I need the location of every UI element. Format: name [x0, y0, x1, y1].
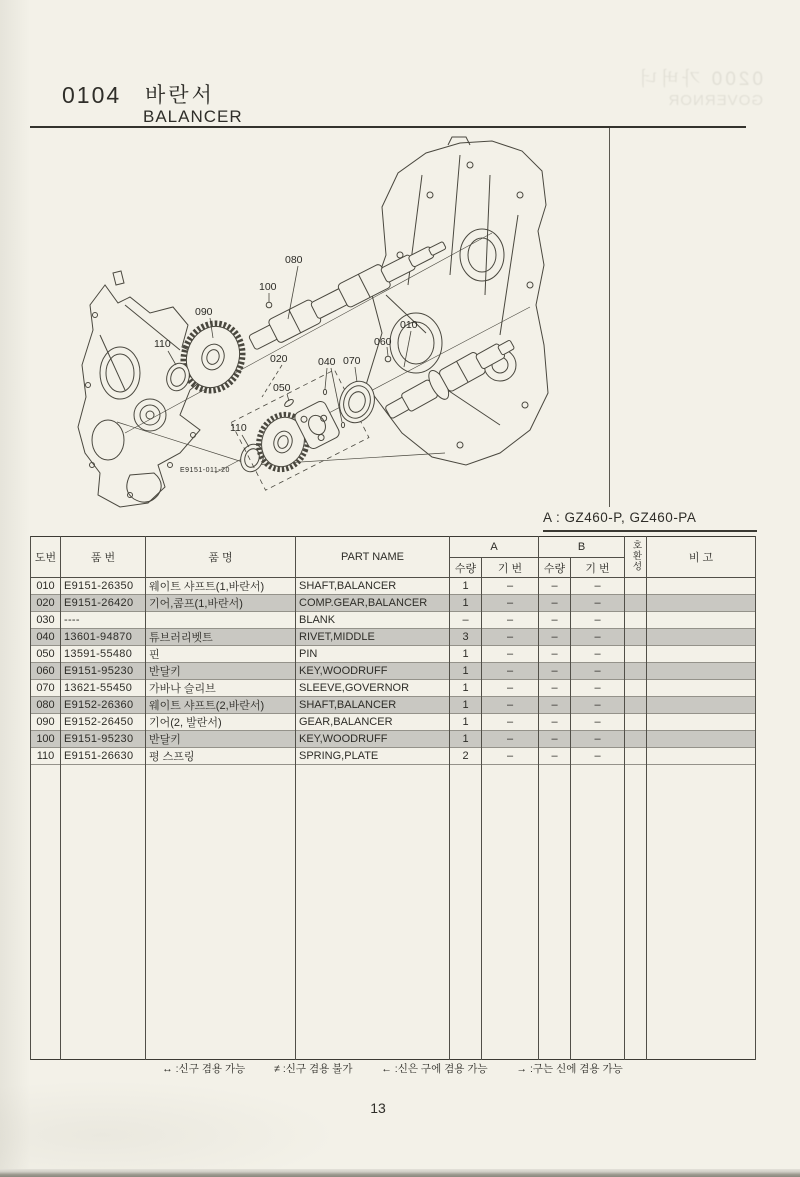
- table-empty-area: [31, 765, 756, 1060]
- callout-050: 050: [273, 382, 291, 394]
- col-header-qty-b: 수량: [539, 558, 571, 578]
- table-row: 050 13591-55480 핀 PIN 1 – – –: [31, 646, 756, 663]
- model-applicability-note: A : GZ460-P, GZ460-PA: [543, 510, 697, 525]
- table-row: 020 E9151-26420 기어,콤프(1,바란서) COMP.GEAR,BALANCER 1 – – –: [31, 595, 756, 612]
- page-number: 13: [370, 1100, 386, 1116]
- bleedthrough-text: 0200 가버너 GOVERNOR: [636, 69, 763, 109]
- table-row: 100 E9151-95230 반달키 KEY,WOODRUFF 1 – – –: [31, 731, 756, 748]
- callout-110-upper: 110: [154, 338, 171, 350]
- table-row: 010 E9151-26350 웨이트 샤프트(1,바란서) SHAFT,BALANCER 1 – – –: [31, 578, 756, 595]
- col-group-a: A: [450, 537, 539, 558]
- callout-110-lower: 110: [230, 422, 247, 434]
- rivet-040b: [341, 422, 344, 427]
- header-rule: [30, 126, 746, 128]
- col-header-serial-b: 기 번: [571, 558, 625, 578]
- scan-shading-bottom: [0, 1080, 340, 1172]
- col-header-part-name: PART NAME: [296, 537, 450, 578]
- callout-040: 040: [318, 356, 336, 368]
- col-header-name-ko: 품 명: [146, 537, 296, 578]
- callout-010: 010: [400, 319, 418, 331]
- col-header-remarks: 비 고: [647, 537, 756, 578]
- table-row: 080 E9152-26360 웨이트 샤프트(2,바란서) SHAFT,BALANCER 1 – – –: [31, 697, 756, 714]
- parts-table: [30, 536, 755, 1060]
- legend-item: ← :신은 구에 겸용 가능: [381, 1063, 488, 1075]
- balancer-shaft-2: [246, 233, 450, 354]
- col-header-qty-a: 수량: [450, 558, 482, 578]
- legend-item: ≠ :신구 겸용 불가: [274, 1063, 353, 1075]
- diagram-drawing: [30, 135, 610, 520]
- callout-070: 070: [343, 355, 361, 367]
- compatibility-legend: [30, 1061, 755, 1076]
- table-row: 040 13601-94870 튜브러리벳트 RIVET,MIDDLE 3 – – –: [31, 629, 756, 646]
- col-header-serial-a: 기 번: [482, 558, 539, 578]
- balancer-exploded-diagram: [30, 135, 610, 520]
- col-header-part-no: 품 번: [61, 537, 146, 578]
- callout-080: 080: [285, 254, 303, 266]
- table-row: 090 E9152-26450 기어(2, 발란서) GEAR,BALANCER 1 – – –: [31, 714, 756, 731]
- col-group-b: B: [539, 537, 625, 558]
- page-title-english: BALANCER: [143, 107, 243, 126]
- legend-item: → :구는 신에 겸용 가능: [516, 1063, 623, 1075]
- table-row: 110 E9151-26630 평 스프링 SPRING,PLATE 2 – – –: [31, 748, 756, 765]
- callout-090: 090: [195, 306, 213, 318]
- balancer-shaft-1: [380, 330, 520, 427]
- col-header-fig-no: 도번: [31, 537, 61, 578]
- diagram-reference-number: E9151-011-20: [180, 467, 230, 474]
- col-header-compat: 호환성: [625, 537, 647, 578]
- callout-100: 100: [259, 281, 277, 293]
- section-code: 0104: [62, 82, 122, 108]
- woodruff-key-100: [266, 302, 272, 308]
- scan-edge-bottom: [0, 1169, 800, 1177]
- scan-shading-left: [0, 0, 30, 1177]
- callout-060: 060: [374, 336, 392, 348]
- table-row: 070 13621-55450 가바나 슬리브 SLEEVE,GOVERNOR 1 – – –: [31, 680, 756, 697]
- balancer-gear-2: [175, 316, 251, 399]
- table-row: 030 ---- BLANK – – – –: [31, 612, 756, 629]
- legend-item: ↔ :신구 겸용 가능: [162, 1063, 246, 1075]
- table-row: 060 E9151-95230 반달키 KEY,WOODRUFF 1 – – –: [31, 663, 756, 680]
- rivet-040a: [323, 389, 326, 394]
- model-note-underline: [543, 530, 757, 532]
- page-title-korean: 바란서: [145, 84, 215, 107]
- callout-020: 020: [270, 353, 288, 365]
- woodruff-key-060: [385, 356, 391, 362]
